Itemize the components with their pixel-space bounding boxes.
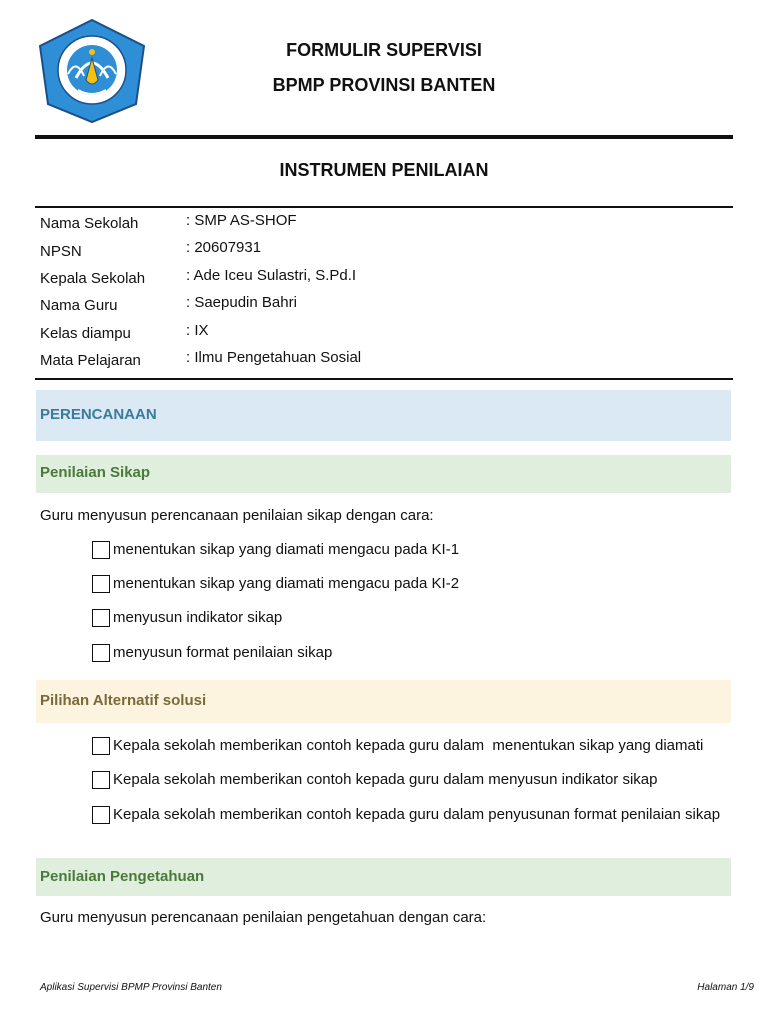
alternatif-option-3-checkbox[interactable] <box>92 806 110 824</box>
info-label-nama-guru: Nama Guru <box>40 297 118 314</box>
footer-app-name: Aplikasi Supervisi BPMP Provinsi Banten <box>40 982 222 993</box>
alternatif-solusi-heading: Pilihan Alternatif solusi <box>40 692 207 709</box>
alternatif-solusi-band <box>36 680 731 723</box>
header-divider <box>35 135 733 139</box>
sikap-option-1-checkbox[interactable] <box>92 541 110 559</box>
sikap-option-2-checkbox[interactable] <box>92 575 110 593</box>
alternatif-option-3-label: Kepala sekolah memberikan contoh kepada guru dalam penyusunan format penilaian sikap <box>113 806 721 823</box>
sikap-option-4-label: menyusun format penilaian sikap <box>113 644 333 661</box>
sikap-option-3-checkbox[interactable] <box>92 609 110 627</box>
penilaian-sikap-band <box>36 455 731 493</box>
sikap-intro-text: Guru menyusun perencanaan penilaian sikap dengan cara: <box>40 507 434 524</box>
info-label-kepala-sekolah: Kepala Sekolah <box>40 270 146 287</box>
perencanaan-band <box>36 390 731 441</box>
sikap-option-2-label: menentukan sikap yang diamati mengacu pada KI-2 <box>113 575 460 592</box>
info-value-nama-guru: : Saepudin Bahri <box>186 294 297 311</box>
info-label-kelas: Kelas diampu <box>40 325 131 342</box>
info-label-mata-pelajaran: Mata Pelajaran <box>40 352 141 369</box>
footer-page-number: Halaman 1/9 <box>697 982 754 993</box>
info-label-npsn: NPSN <box>40 243 82 260</box>
alternatif-option-1-label: Kepala sekolah memberikan contoh kepada guru dalam menentukan sikap yang diamati <box>113 737 704 754</box>
info-value-npsn: : 20607931 <box>186 239 262 256</box>
info-value-nama-sekolah: : SMP AS-SHOF <box>186 212 297 229</box>
info-value-kepala-sekolah: : Ade Iceu Sulastri, S.Pd.I <box>186 267 357 284</box>
info-label-nama-sekolah: Nama Sekolah <box>40 215 139 232</box>
sikap-option-4-checkbox[interactable] <box>92 644 110 662</box>
sikap-option-1-label: menentukan sikap yang diamati mengacu pada KI-1 <box>113 541 460 558</box>
pengetahuan-intro-text: Guru menyusun perencanaan penilaian pengetahuan dengan cara: <box>40 909 487 926</box>
instrument-title: INSTRUMEN PENILAIAN <box>279 160 489 180</box>
penilaian-sikap-heading: Penilaian Sikap <box>40 464 151 481</box>
sikap-option-3-label: menyusun indikator sikap <box>113 609 283 626</box>
info-top-divider <box>35 206 733 208</box>
penilaian-pengetahuan-band <box>36 858 731 896</box>
form-title: FORMULIR SUPERVISI <box>286 40 482 60</box>
perencanaan-heading: PERENCANAAN <box>40 406 157 423</box>
tut-wuri-handayani-logo <box>36 18 148 124</box>
form-subtitle: BPMP PROVINSI BANTEN <box>272 75 496 95</box>
alternatif-option-2-checkbox[interactable] <box>92 771 110 789</box>
info-bottom-divider <box>35 378 733 380</box>
info-value-mata-pelajaran: : Ilmu Pengetahuan Sosial <box>186 349 362 366</box>
alternatif-option-2-label: Kepala sekolah memberikan contoh kepada guru dalam menyusun indikator sikap <box>113 771 658 788</box>
penilaian-pengetahuan-heading: Penilaian Pengetahuan <box>40 868 205 885</box>
alternatif-option-1-checkbox[interactable] <box>92 737 110 755</box>
info-value-kelas: : IX <box>186 322 209 339</box>
